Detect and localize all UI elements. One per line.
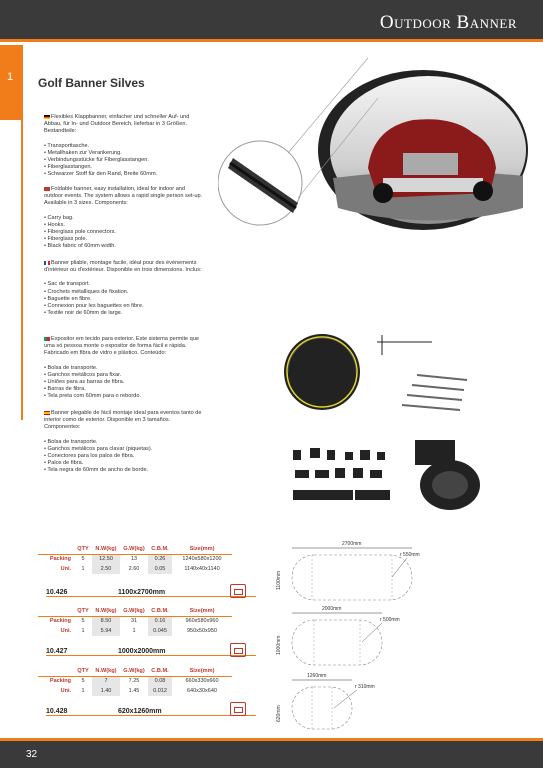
model-size: 1000x2000mm [118, 648, 166, 655]
dimension-diagram-large [272, 540, 442, 605]
model-code: 10.428 [46, 708, 68, 715]
banner-photo [218, 58, 528, 233]
carry-bag-photo [280, 330, 370, 415]
model-size: 620x1260mm [118, 708, 162, 715]
flag-uk-icon [44, 187, 50, 191]
model-size: 1100x2700mm [118, 589, 166, 596]
dim-width: 1260mm [307, 673, 327, 679]
page-number: 32 [26, 749, 38, 760]
text-fr: Banner pliable, montage facile, idéal pour des événements d'intérieur ou d'extérieur. Disponible en trois dimensions. Inclus: • Sac de transport. • Crochets métalliques de fixation. • Baguette en fibre. • Connexion pour les baguettes en fibre. • Textile noir de 60mm de large. [44, 260, 202, 317]
dim-height: 1000mm [276, 635, 282, 655]
hooks-photo [372, 330, 482, 415]
model-code: 10.427 [46, 648, 68, 655]
text-de: Flexibles Klappbanner, einfacher und schneller Auf- und Abbau, für In- und Outdoor Bereich, lieferbar in 3 Größen. Bestandteile: • Transporttasche. • Metallhaken zur Verankerung. • Verbindungsstücke für Fiberglasstangen. • Fiberglasstangen. • Schwarzer Stoff für den Rand, Breite 60mm. [44, 114, 190, 178]
dimension-diagram-small [272, 672, 442, 734]
page-header [0, 0, 543, 42]
flag-de-icon [44, 115, 50, 119]
connectors-fabric-photo [285, 430, 495, 515]
model-code: 10.426 [46, 589, 68, 596]
section-number: 1 [7, 71, 14, 83]
dim-width: 2700mm [342, 541, 362, 547]
dim-height: 1100mm [276, 570, 282, 590]
page-footer [0, 738, 543, 768]
page-title: Outdoor Banner [379, 12, 517, 33]
dim-width: 2000mm [322, 606, 342, 612]
spec-table-10427: QTY N.W(kg) G.W(kg) C.B.M. Size(mm) Packing 5 8.50 31 0.16 960x580x960 Uni. 1 5.94 1 0.045 950x50x950 10.427 1000x2000mm [38, 606, 232, 636]
text-es: Banner plegable de fácil montaje ideal para eventos tanto de interior como de exterior. Disponible en 3 tamaños. Componentes: • Bolsa de transporte. • Ganchos metálicos para clavar (piquetas). • Conectores para los palos de fibra. • Palos de fibra. • Tela negra de 60mm de ancho de borde. [44, 410, 202, 474]
dimension-diagram-medium [272, 605, 442, 670]
dim-radius: r 310mm [355, 684, 375, 690]
flag-pt-icon [44, 337, 50, 341]
cart-icon[interactable] [230, 584, 246, 598]
text-pt: Expositor em tecido para exterior. Este sistema permite que uma só pessoa monte o expositor de forma fácil e rápida. Fabricado em fibra de vidro e plástico. Conteúdo: • Bolsa de transporte. • Ganchos metálicos para fixar. • Uniões para as barras de fibra. • Barras de fibra. • Tela preta com 60mm para o rebordo. [44, 336, 199, 400]
dim-height: 620mm [276, 705, 282, 722]
spec-table-10426: QTY N.W(kg) G.W(kg) C.B.M. Size(mm) Packing 5 12.50 13 0.26 1240x580x1200 Uni. 1 2.50 2.60 0.05 1140x40x1140 10.426 1100x2700mm [38, 544, 232, 574]
spec-table-10428: QTY N.W(kg) G.W(kg) C.B.M. Size(mm) Packing 5 7 7.25 0.08 660x330x660 Uni. 1 1.40 1.45 0.012 640x30x640 10.428 620x1260mm [38, 666, 232, 696]
text-en: Foldable banner, easy installation, ideal for indoor and outdoor events. The system allows a rapid single person set-up. Available in 3 sizes. Components: • Carry bag. • Hooks. • Fiberglass pole connectors. • Fiberglass pole. • Black fabric of 60mm width. [44, 186, 203, 250]
dim-radius: r 500mm [380, 617, 400, 623]
cart-icon[interactable] [230, 643, 246, 657]
product-title: Golf Banner Silves [38, 76, 145, 90]
flag-es-icon [44, 411, 50, 415]
flag-fr-icon [44, 261, 50, 265]
dim-radius: r 550mm [400, 552, 420, 558]
cart-icon[interactable] [230, 702, 246, 716]
